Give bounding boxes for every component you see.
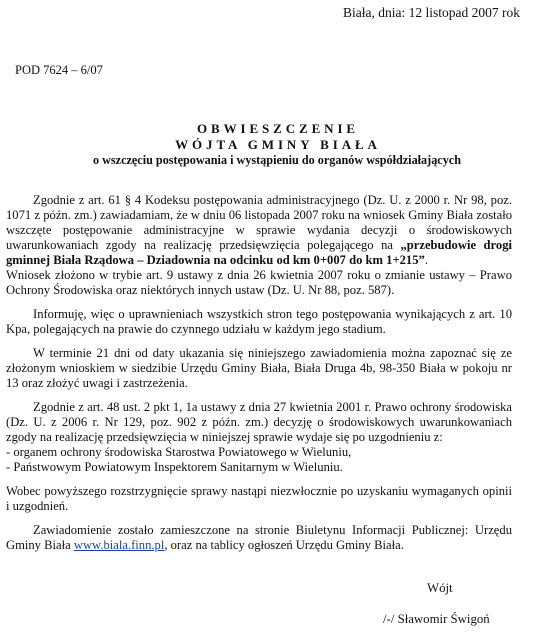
signature-name: /-/ Sławomir Świgoń xyxy=(383,612,490,626)
reference-number: POD 7624 – 6/07 xyxy=(15,63,103,77)
date-line: Biała, dnia: 12 listopad 2007 rok xyxy=(343,5,520,20)
project-name: „przebudowie drogi gminnej Biała Rządowa – Dziadownia na odcinku od km 0+007 do km 1+215” xyxy=(6,238,512,267)
document-title: OBWIESZCZENIE xyxy=(197,121,359,136)
paragraph-publication xyxy=(6,523,512,553)
list-item: - Państwowym Powiatowym Inspektorem Sanitarnym w Wieluniu. xyxy=(6,460,343,474)
paragraph-end: . xyxy=(424,253,428,267)
paragraph-end: , oraz na tablicy ogłoszeń Urzędu Gminy Biała. xyxy=(164,538,404,552)
paragraph-text: Zgodnie z art. 61 § 4 Kodeksu postępowania administracyjnego (Dz. U. z 2000 r. Nr 98, poz. 1071 z późn. zm.) zawiadamiam, że w dniu 06 listopada 2007 roku na wniosek Gminy Biała zostało wszczęte postępowanie administracyjne w sprawie wydania decyzji o środowiskowych uwarunkowaniach zgody na realizację przedsięwzięcia polegającego na xyxy=(6,193,512,252)
paragraph-rights: Informuję, więc o uprawnieniach wszystkich stron tego postępowania wynikających z art. 10 Kpa, polegających na prawie do czynnego udziału w każdym jego stadium. xyxy=(6,307,512,336)
document-subtitle: WÓJTA GMINY BIAŁA xyxy=(175,137,381,152)
paragraph-resolution: Wobec powyższego rozstrzygnięcie sprawy nastąpi niezwłocznie po uzyskaniu wymaganych opinii i uzgodnień. xyxy=(6,484,512,513)
document-subject: o wszczęciu postępowania i wystąpieniu do organów współdziałających xyxy=(92,153,461,167)
paragraph-deadline: W terminie 21 dni od daty ukazania się niniejszego zawiadomienia można zapoznać się ze złożonym wnioskiem w siedzibie Urzędu Gminy Biała, Biała Druga 4b, 98-350 Biała w pokoju nr 13 oraz złożyć uwagi i zastrzeżenia. xyxy=(6,346,512,390)
bip-link[interactable]: www.biala.finn.pl xyxy=(73,538,165,552)
signature-role: Wójt xyxy=(427,581,453,595)
paragraph-decision: Zgodnie z art. 48 ust. 2 pkt 1, 1a ustawy z dnia 27 kwietnia 2001 r. Prawo ochrony środowiska (Dz. U. z 2006 r. Nr 129, poz. 902 z późn. zm.) decyzję o środowiskowych uwarunkowaniach zgody na realizację przedsięwzięcia w niniejszej sprawie wydaje się po uzgodnieniu z: xyxy=(6,400,512,444)
document-body xyxy=(6,193,512,553)
paragraph-text: Zawiadomienie zostało zamieszczone na stronie Biuletynu Informacji Publicznej: Urzędu Gminy Biała xyxy=(6,523,512,552)
paragraph-legal-basis xyxy=(6,193,512,268)
list-item: - organem ochrony środowiska Starostwa Powiatowego w Wieluniu, xyxy=(6,445,352,459)
paragraph-application: Wniosek złożono w trybie art. 9 ustawy z dnia 26 kwietnia 2007 roku o zmianie ustawy – Prawo Ochrony Środowiska oraz niektórych innych ustaw (Dz. U. Nr 88, poz. 587). xyxy=(6,268,512,297)
